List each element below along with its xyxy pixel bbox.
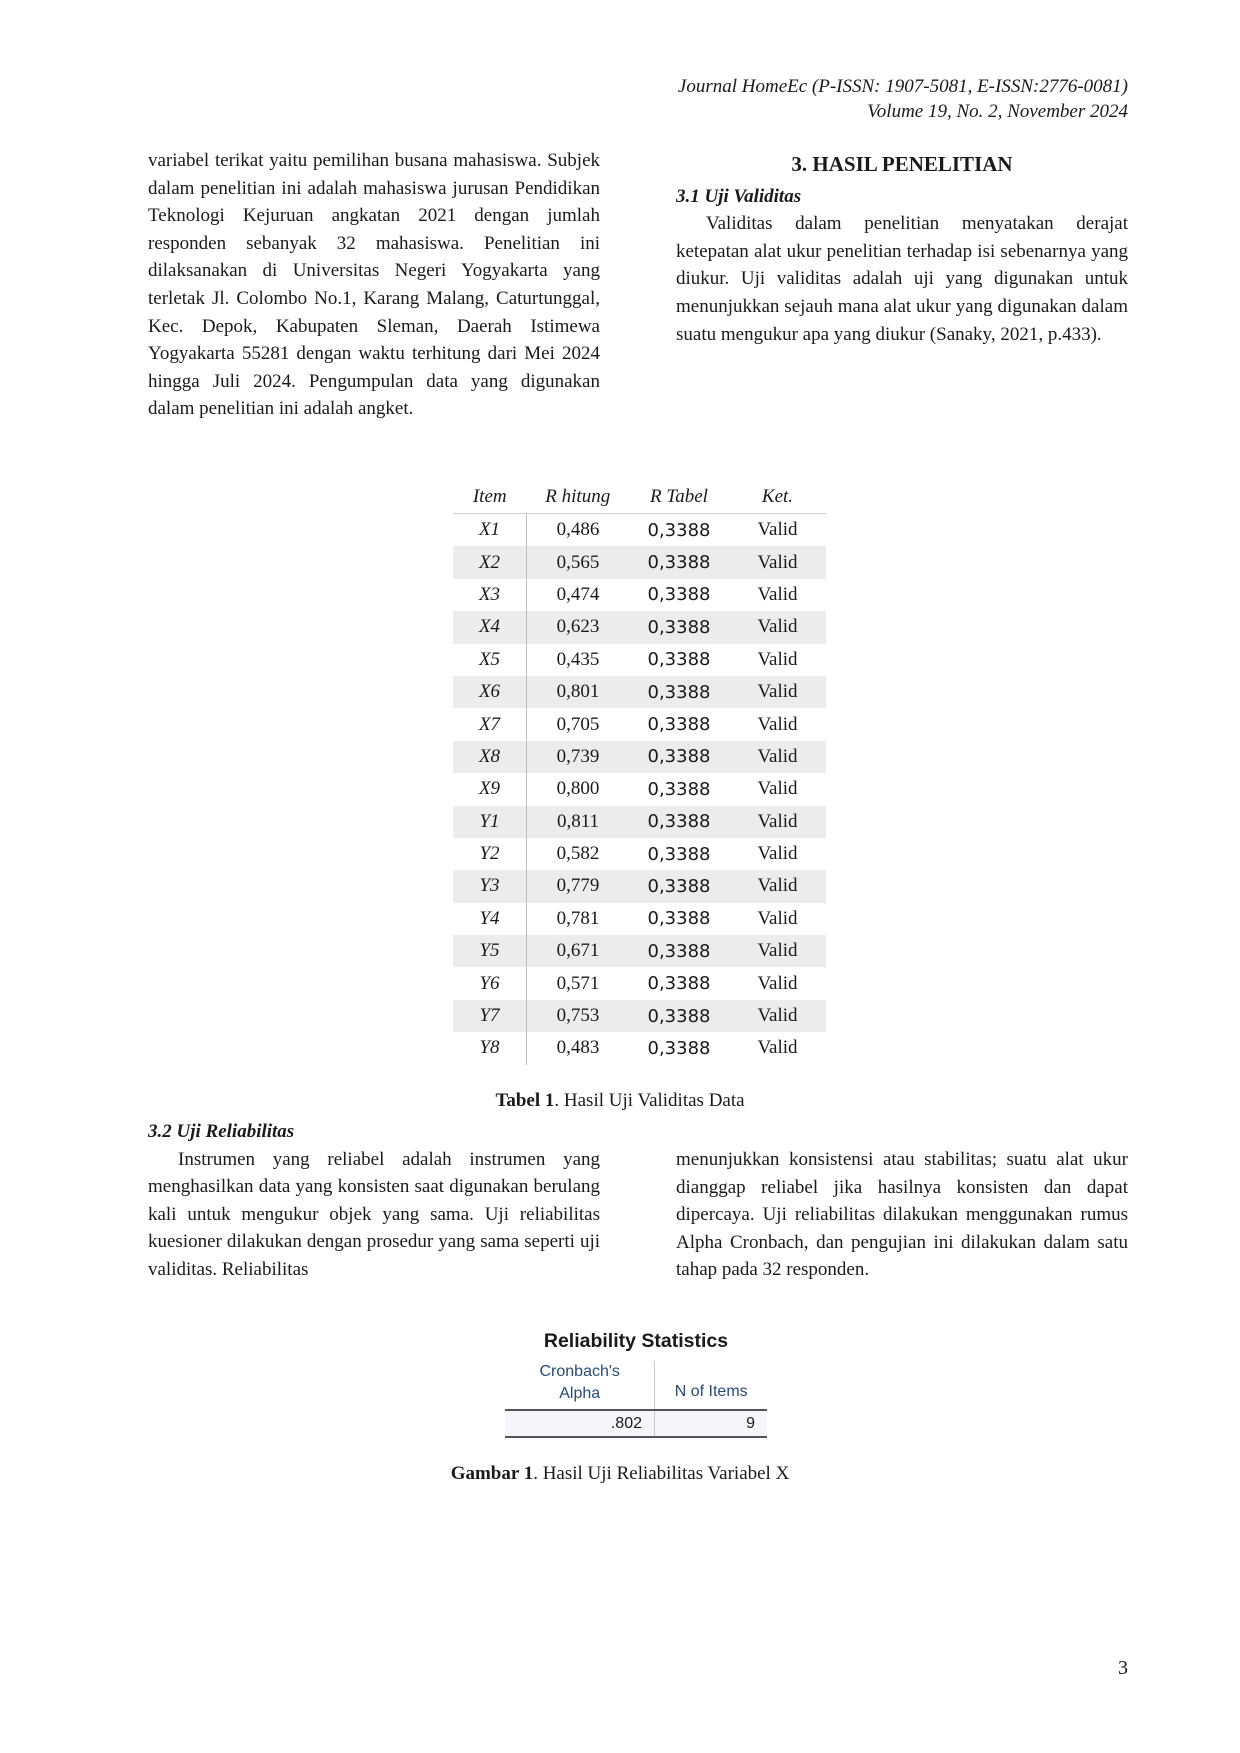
- r-tabel-cell: 0,3388: [647, 973, 711, 995]
- subhead-reliability: 3.2 Uji Reliabilitas: [148, 1121, 295, 1142]
- table-row: [453, 644, 826, 676]
- ket-cell: Valid: [729, 741, 826, 773]
- r-hitung-cell: 0,779: [527, 870, 630, 902]
- right-column-bottom: [676, 1146, 1128, 1284]
- table-row: [453, 935, 826, 967]
- item-cell: X7: [453, 708, 527, 740]
- r-hitung-cell: 0,781: [556, 907, 600, 929]
- item-cell: Y6: [453, 967, 527, 999]
- table-row: [453, 773, 826, 805]
- ket-cell: Valid: [757, 583, 798, 605]
- r-tabel-cell: 0,3388: [647, 843, 711, 865]
- ket-cell: Valid: [757, 713, 798, 735]
- r-tabel-cell: 0,3388: [629, 741, 729, 773]
- table-row: [453, 1032, 826, 1064]
- r-hitung-cell: 0,753: [527, 1000, 630, 1032]
- methods-paragraph: variabel terikat yaitu pemilihan busana mahasiswa. Subjek dalam penelitian ini adalah mahasiswa jurusan Pendidikan Teknologi Kejuruan angkatan 2021 dengan jumlah responden sebanyak 32 mahasiswa. Penelitian ini dilaksanakan di Universitas Negeri Yogyakarta yang terletak Jl. Colombo No.1, Karang Malang, Caturtunggal, Kec. Depok, Kabupaten Sleman, Daerah Istimewa Yogyakarta 55281 dengan waktu terhitung dari Mei 2024 hingga Juli 2024. Pengumpulan data yang digunakan dalam penelitian ini adalah angket.: [148, 150, 600, 420]
- validity-table: [453, 481, 826, 1065]
- r-tabel-cell: 0,3388: [647, 649, 711, 671]
- table-row: [453, 870, 826, 902]
- r-tabel-cell: 0,3388: [647, 778, 711, 800]
- r-hitung-cell: 0,800: [556, 778, 600, 800]
- reliability-statistics-figure: [505, 1330, 767, 1438]
- r-tabel-cell: 0,3388: [629, 546, 729, 578]
- item-cell: X6: [453, 676, 527, 708]
- r-tabel-cell: 0,3388: [629, 611, 729, 643]
- r-tabel-cell: 0,3388: [629, 676, 729, 708]
- ket-cell: Valid: [757, 1037, 798, 1059]
- ket-cell: Valid: [729, 546, 826, 578]
- item-cell: Y3: [453, 870, 527, 902]
- header-item: Item: [453, 481, 527, 514]
- header-ket: Ket.: [729, 481, 826, 514]
- subhead-validity: 3.1 Uji Validitas: [676, 185, 802, 207]
- table-row: [453, 967, 826, 999]
- figure-caption-text: . Hasil Uji Reliabilitas Variabel X: [533, 1463, 790, 1484]
- reliability-col-items-header: N of Items: [674, 1383, 748, 1400]
- table-row: [453, 676, 826, 708]
- r-hitung-cell: 0,582: [556, 843, 600, 865]
- header-r-tabel: R Tabel: [629, 481, 729, 514]
- r-hitung-cell: 0,811: [527, 806, 630, 838]
- r-hitung-cell: 0,486: [556, 519, 600, 541]
- section-title-results: 3. HASIL PENELITIAN: [791, 152, 1013, 176]
- r-tabel-cell: 0,3388: [647, 1037, 711, 1059]
- table-header-row: [453, 481, 826, 514]
- ket-cell: Valid: [757, 648, 798, 670]
- figure-caption-label: Gambar 1: [450, 1463, 534, 1484]
- item-cell: Y2: [453, 838, 527, 870]
- table-row: [453, 546, 826, 578]
- left-column-bottom: [148, 1118, 600, 1284]
- table-row: [453, 838, 826, 870]
- r-hitung-cell: 0,565: [527, 546, 630, 578]
- page-number: 3: [1118, 1657, 1128, 1679]
- table-row: [453, 1000, 826, 1032]
- r-tabel-cell: 0,3388: [629, 806, 729, 838]
- item-cell: Y4: [453, 903, 527, 935]
- ket-cell: Valid: [757, 907, 798, 929]
- table-row: [453, 514, 826, 547]
- item-cell: X5: [453, 644, 527, 676]
- item-cell: X9: [453, 773, 527, 805]
- table-caption-text: . Hasil Uji Validitas Data: [554, 1090, 745, 1111]
- item-cell: X2: [453, 546, 527, 578]
- ket-cell: Valid: [729, 870, 826, 902]
- r-hitung-cell: 0,483: [556, 1037, 600, 1059]
- items-value: 9: [746, 1415, 755, 1432]
- r-tabel-cell: 0,3388: [647, 908, 711, 930]
- r-hitung-cell: 0,671: [527, 935, 630, 967]
- r-hitung-cell: 0,623: [527, 611, 630, 643]
- figure-caption: [0, 1463, 1240, 1485]
- ket-cell: Valid: [757, 519, 798, 541]
- ket-cell: Valid: [729, 676, 826, 708]
- table-row: [453, 903, 826, 935]
- table-row: [453, 806, 826, 838]
- r-hitung-cell: 0,571: [556, 972, 600, 994]
- item-cell: X4: [453, 611, 527, 643]
- reliability-col-alpha-header: [505, 1361, 655, 1409]
- item-cell: Y1: [453, 806, 527, 838]
- r-tabel-cell: 0,3388: [647, 519, 711, 541]
- item-cell: X8: [453, 741, 527, 773]
- journal-header: [678, 74, 1128, 124]
- table-row: [453, 741, 826, 773]
- validity-paragraph: Validitas dalam penelitian menyatakan derajat ketepatan alat ukur penelitian terhadap isi sebenarnya yang diukur. Uji validitas adalah uji yang digunakan untuk menunjukkan sejauh mana alat ukur yang digunakan dalam suatu mengukur apa yang diukur (Sanaky, 2021, p.433).: [676, 213, 1128, 345]
- table-row: [453, 611, 826, 643]
- table-row: [453, 708, 826, 740]
- r-hitung-cell: 0,739: [527, 741, 630, 773]
- reliability-header: [505, 1361, 767, 1409]
- r-hitung-cell: 0,435: [556, 648, 600, 670]
- r-tabel-cell: 0,3388: [629, 1000, 729, 1032]
- r-hitung-cell: 0,474: [556, 583, 600, 605]
- item-cell: X3: [453, 579, 527, 611]
- journal-title: Journal HomeEc (P-ISSN: 1907-5081, E-ISSN:2776-0081): [677, 76, 1128, 97]
- ket-cell: Valid: [729, 1000, 826, 1032]
- table-caption: [0, 1090, 1240, 1112]
- ket-cell: Valid: [729, 611, 826, 643]
- ket-cell: Valid: [729, 935, 826, 967]
- alpha-header-line1: Cronbach's: [539, 1363, 620, 1380]
- item-cell: Y7: [453, 1000, 527, 1032]
- r-hitung-cell: 0,801: [527, 676, 630, 708]
- table-row: [453, 579, 826, 611]
- r-tabel-cell: 0,3388: [647, 714, 711, 736]
- reliability-paragraph-left: Instrumen yang reliabel adalah instrumen yang menghasilkan data yang konsisten saat digunakan berulang kali untuk mengukur objek yang sama. Uji reliabilitas kuesioner dilakukan dengan prosedur yang sama seperti uji validitas. Reliabilitas: [148, 1148, 600, 1280]
- right-column-top: [676, 147, 1128, 348]
- journal-volume: Volume 19, No. 2, November 2024: [867, 101, 1128, 122]
- r-tabel-cell: 0,3388: [647, 584, 711, 606]
- reliability-title: Reliability Statistics: [543, 1330, 729, 1352]
- r-tabel-cell: 0,3388: [629, 870, 729, 902]
- alpha-header-line2: Alpha: [559, 1385, 601, 1402]
- ket-cell: Valid: [757, 843, 798, 865]
- left-column-top: [148, 147, 600, 423]
- ket-cell: Valid: [729, 806, 826, 838]
- item-cell: X1: [453, 514, 527, 547]
- reliability-paragraph-right: menunjukkan konsistensi atau stabilitas; suatu alat ukur dianggap reliabel jika hasilnya konsisten dan dapat dipercaya. Uji reliabilitas dilakukan menggunakan rumus Alpha Cronbach, dan pengujian ini dilakukan dalam satu tahap pada 32 responden.: [676, 1149, 1128, 1281]
- ket-cell: Valid: [757, 972, 798, 994]
- r-hitung-cell: 0,705: [556, 713, 600, 735]
- reliability-values-row: [505, 1409, 767, 1438]
- header-r-hitung: R hitung: [527, 481, 630, 514]
- item-cell: Y8: [453, 1032, 527, 1064]
- validity-table-body: [453, 514, 826, 1065]
- table-caption-label: Tabel 1: [495, 1090, 555, 1111]
- item-cell: Y5: [453, 935, 527, 967]
- alpha-value: .802: [505, 1411, 655, 1436]
- ket-cell: Valid: [757, 778, 798, 800]
- r-tabel-cell: 0,3388: [629, 935, 729, 967]
